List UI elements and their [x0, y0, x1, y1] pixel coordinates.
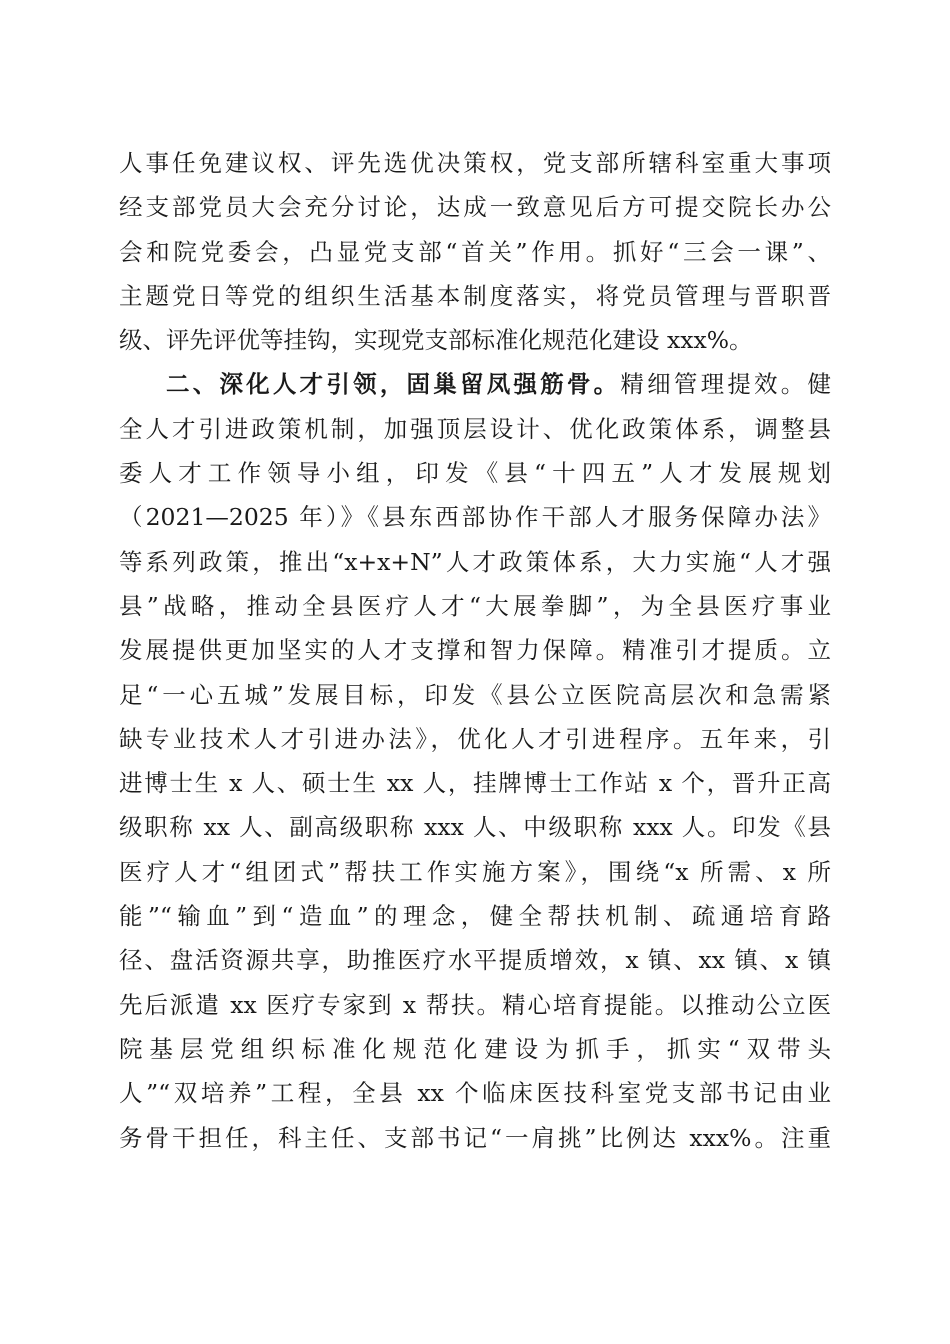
paragraph-line: 医疗人才“组团式”帮扶工作实施方案》，围绕“x 所需、x 所 [119, 857, 831, 886]
paragraph-line: 会和院党委会，凸显党支部“首关”作用。抓好“三会一课”、 [119, 237, 831, 266]
paragraph-line: 人事任免建议权、评先选优决策权，党支部所辖科室重大事项 [119, 149, 831, 177]
paragraph-line: 院基层党组织标准化规范化建设为抓手，抓实“双带头 [119, 1034, 831, 1063]
paragraph-line: 先后派遣 xx 医疗专家到 x 帮扶。精心培育提能。以推动公立医 [119, 990, 831, 1019]
paragraph-line: 县”战略，推动全县医疗人才“大展拳脚”，为全县医疗事业 [119, 591, 831, 620]
paragraph-line: 进博士生 x 人、硕士生 xx 人，挂牌博士工作站 x 个，晋升正高 [119, 769, 831, 798]
paragraph-line: 足“一心五城”发展目标，印发《县公立医院高层次和急需紧 [119, 680, 831, 709]
paragraph-line: 经支部党员大会充分讨论，达成一致意见后方可提交院长办公 [119, 193, 831, 222]
section-heading-line [119, 362, 831, 406]
paragraph-line: 等系列政策，推出“x+x+N”人才政策体系，大力实施“人才强 [119, 547, 831, 576]
paragraph-line: 能”“输血”到“造血”的理念，健全帮扶机制、疏通培育路 [119, 902, 831, 931]
section-heading: 二、深化人才引领，固巢留凤强筋骨。 [166, 370, 621, 399]
paragraph-line: 级、评先评优等挂钩，实现党支部标准化规范化建设 xxx%。 [119, 326, 753, 355]
paragraph-line: 全人才引进政策机制，加强顶层设计、优化政策体系，调整县 [119, 414, 831, 443]
paragraph-line: 主题党日等党的组织生活基本制度落实，将党员管理与晋职晋 [119, 281, 831, 310]
body-text [119, 141, 831, 1160]
paragraph-line: 委人才工作领导小组，印发《县“十四五”人才发展规划 [119, 459, 831, 488]
paragraph-line: （2021—2025 年）》《县东西部协作干部人才服务保障办法》 [119, 503, 831, 532]
paragraph-line: 务骨干担任，科主任、支部书记“一肩挑”比例达 xxx%。注重 [119, 1123, 831, 1152]
paragraph-line: 人”“双培养”工程，全县 xx 个临床医技科室党支部书记由业 [119, 1079, 831, 1108]
paragraph-line: 发展提供更加坚实的人才支撑和智力保障。精准引才提质。立 [119, 636, 831, 665]
paragraph-line: 级职称 xx 人、副高级职称 xxx 人、中级职称 xxx 人。印发《县 [119, 813, 831, 842]
section-heading-rest: 精细管理提效。健 [620, 370, 832, 399]
paragraph-line: 缺专业技术人才引进办法》，优化人才引进程序。五年来，引 [119, 724, 831, 753]
paragraph-line: 径、盘活资源共享，助推医疗水平提质增效，x 镇、xx 镇、x 镇 [119, 946, 831, 975]
